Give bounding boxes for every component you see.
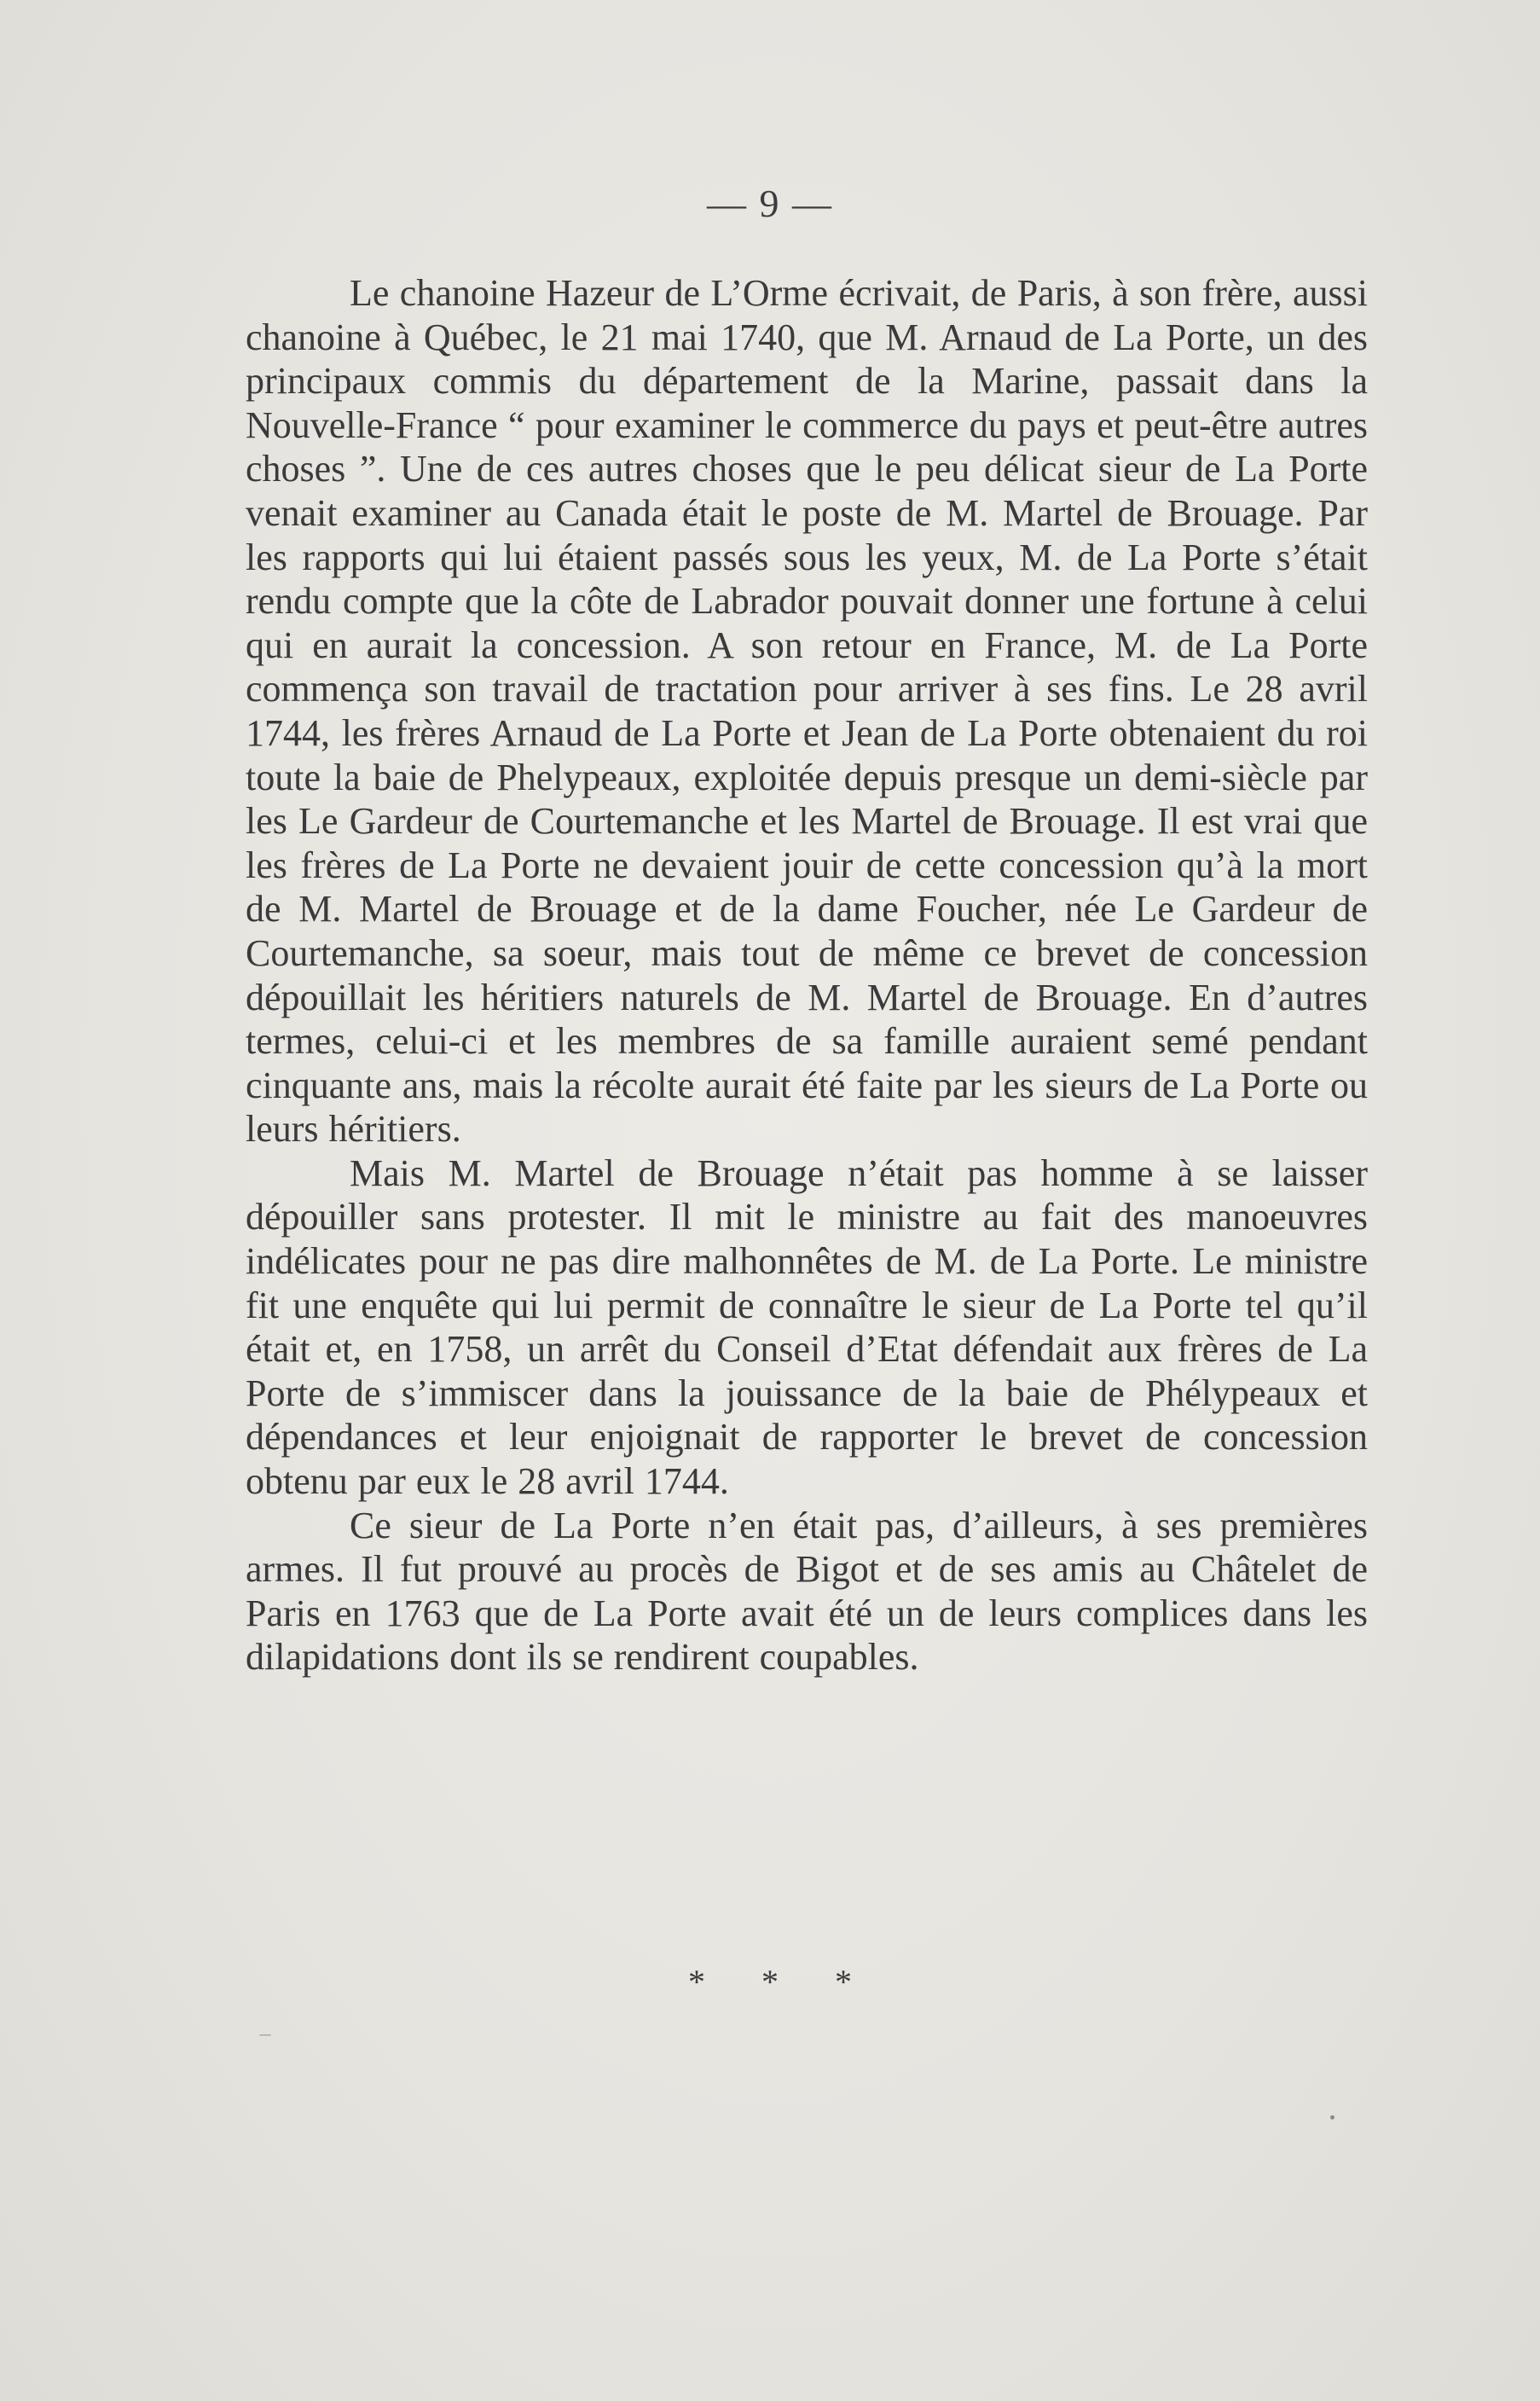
paper-speck bbox=[259, 2034, 271, 2036]
paper-speck bbox=[1330, 2115, 1334, 2120]
paragraph-2: Mais M. Martel de Brouage n’était pas homme à se laisser dépouiller sans protester. Il mit le ministre au fait des manoeuvres indélicates pour ne pas dire malhonnêtes de M. de La Porte. Le ministre fit une enquête qui lui permit de connaître le sieur de La Porte tel qu’il était et, en 1758, un arrêt du Conseil d’Etat défendait aux frères de La Porte de s’immiscer dans la jouissance de la baie de Phélypeaux et dépendances et leur enjoignait de rapporter le brevet de concession obtenu par eux le 28 avril 1744. bbox=[246, 1151, 1368, 1503]
paragraph-3: Ce sieur de La Porte n’en était pas, d’ailleurs, à ses premières armes. Il fut prouvé au procès de Bigot et de ses amis au Châtelet de Paris en 1763 que de La Porte avait été un de leurs complices dans les dilapidations dont ils se rendirent coupables. bbox=[246, 1504, 1368, 1679]
paragraph-1: Le chanoine Hazeur de L’Orme écrivait, de Paris, à son frère, aussi chanoine à Québec, le 21 mai 1740, que M. Arnaud de La Porte, un des principaux commis du département de la Marine, passait dans la Nouvelle-France “ pour examiner le commerce du pays et peut-être autres choses ”. Une de ces autres choses que le peu délicat sieur de La Porte venait examiner au Canada était le poste de M. Martel de Brouage. Par les rapports qui lui étaient passés sous les yeux, M. de La Porte s’était rendu compte que la côte de Labrador pouvait donner une fortune à celui qui en aurait la concession. A son retour en France, M. de La Porte commença son travail de tractation pour arriver à ses fins. Le 28 avril 1744, les frères Arnaud de La Porte et Jean de La Porte obtenaient du roi toute la baie de Phelypeaux, exploitée depuis presque un demi-siècle par les Le Gardeur de Courtemanche et les Martel de Brouage. Il est vrai que les frères de La Porte ne devaient jouir de cette concession qu’à la mort de M. Martel de Brouage et de la dame Foucher, née Le Gardeur de Courtemanche, sa soeur, mais tout de même ce brevet de concession dépouillait les héritiers naturels de M. Martel de Brouage. En d’autres termes, celui-ci et les membres de sa famille auraient semé pendant cinquante ans, mais la récolte aurait été faite par les sieurs de La Porte ou leurs héritiers. bbox=[246, 272, 1368, 1151]
page-number: — 9 — bbox=[707, 182, 833, 225]
section-separator: * * * bbox=[688, 1963, 876, 2001]
body-text bbox=[246, 271, 1368, 1679]
